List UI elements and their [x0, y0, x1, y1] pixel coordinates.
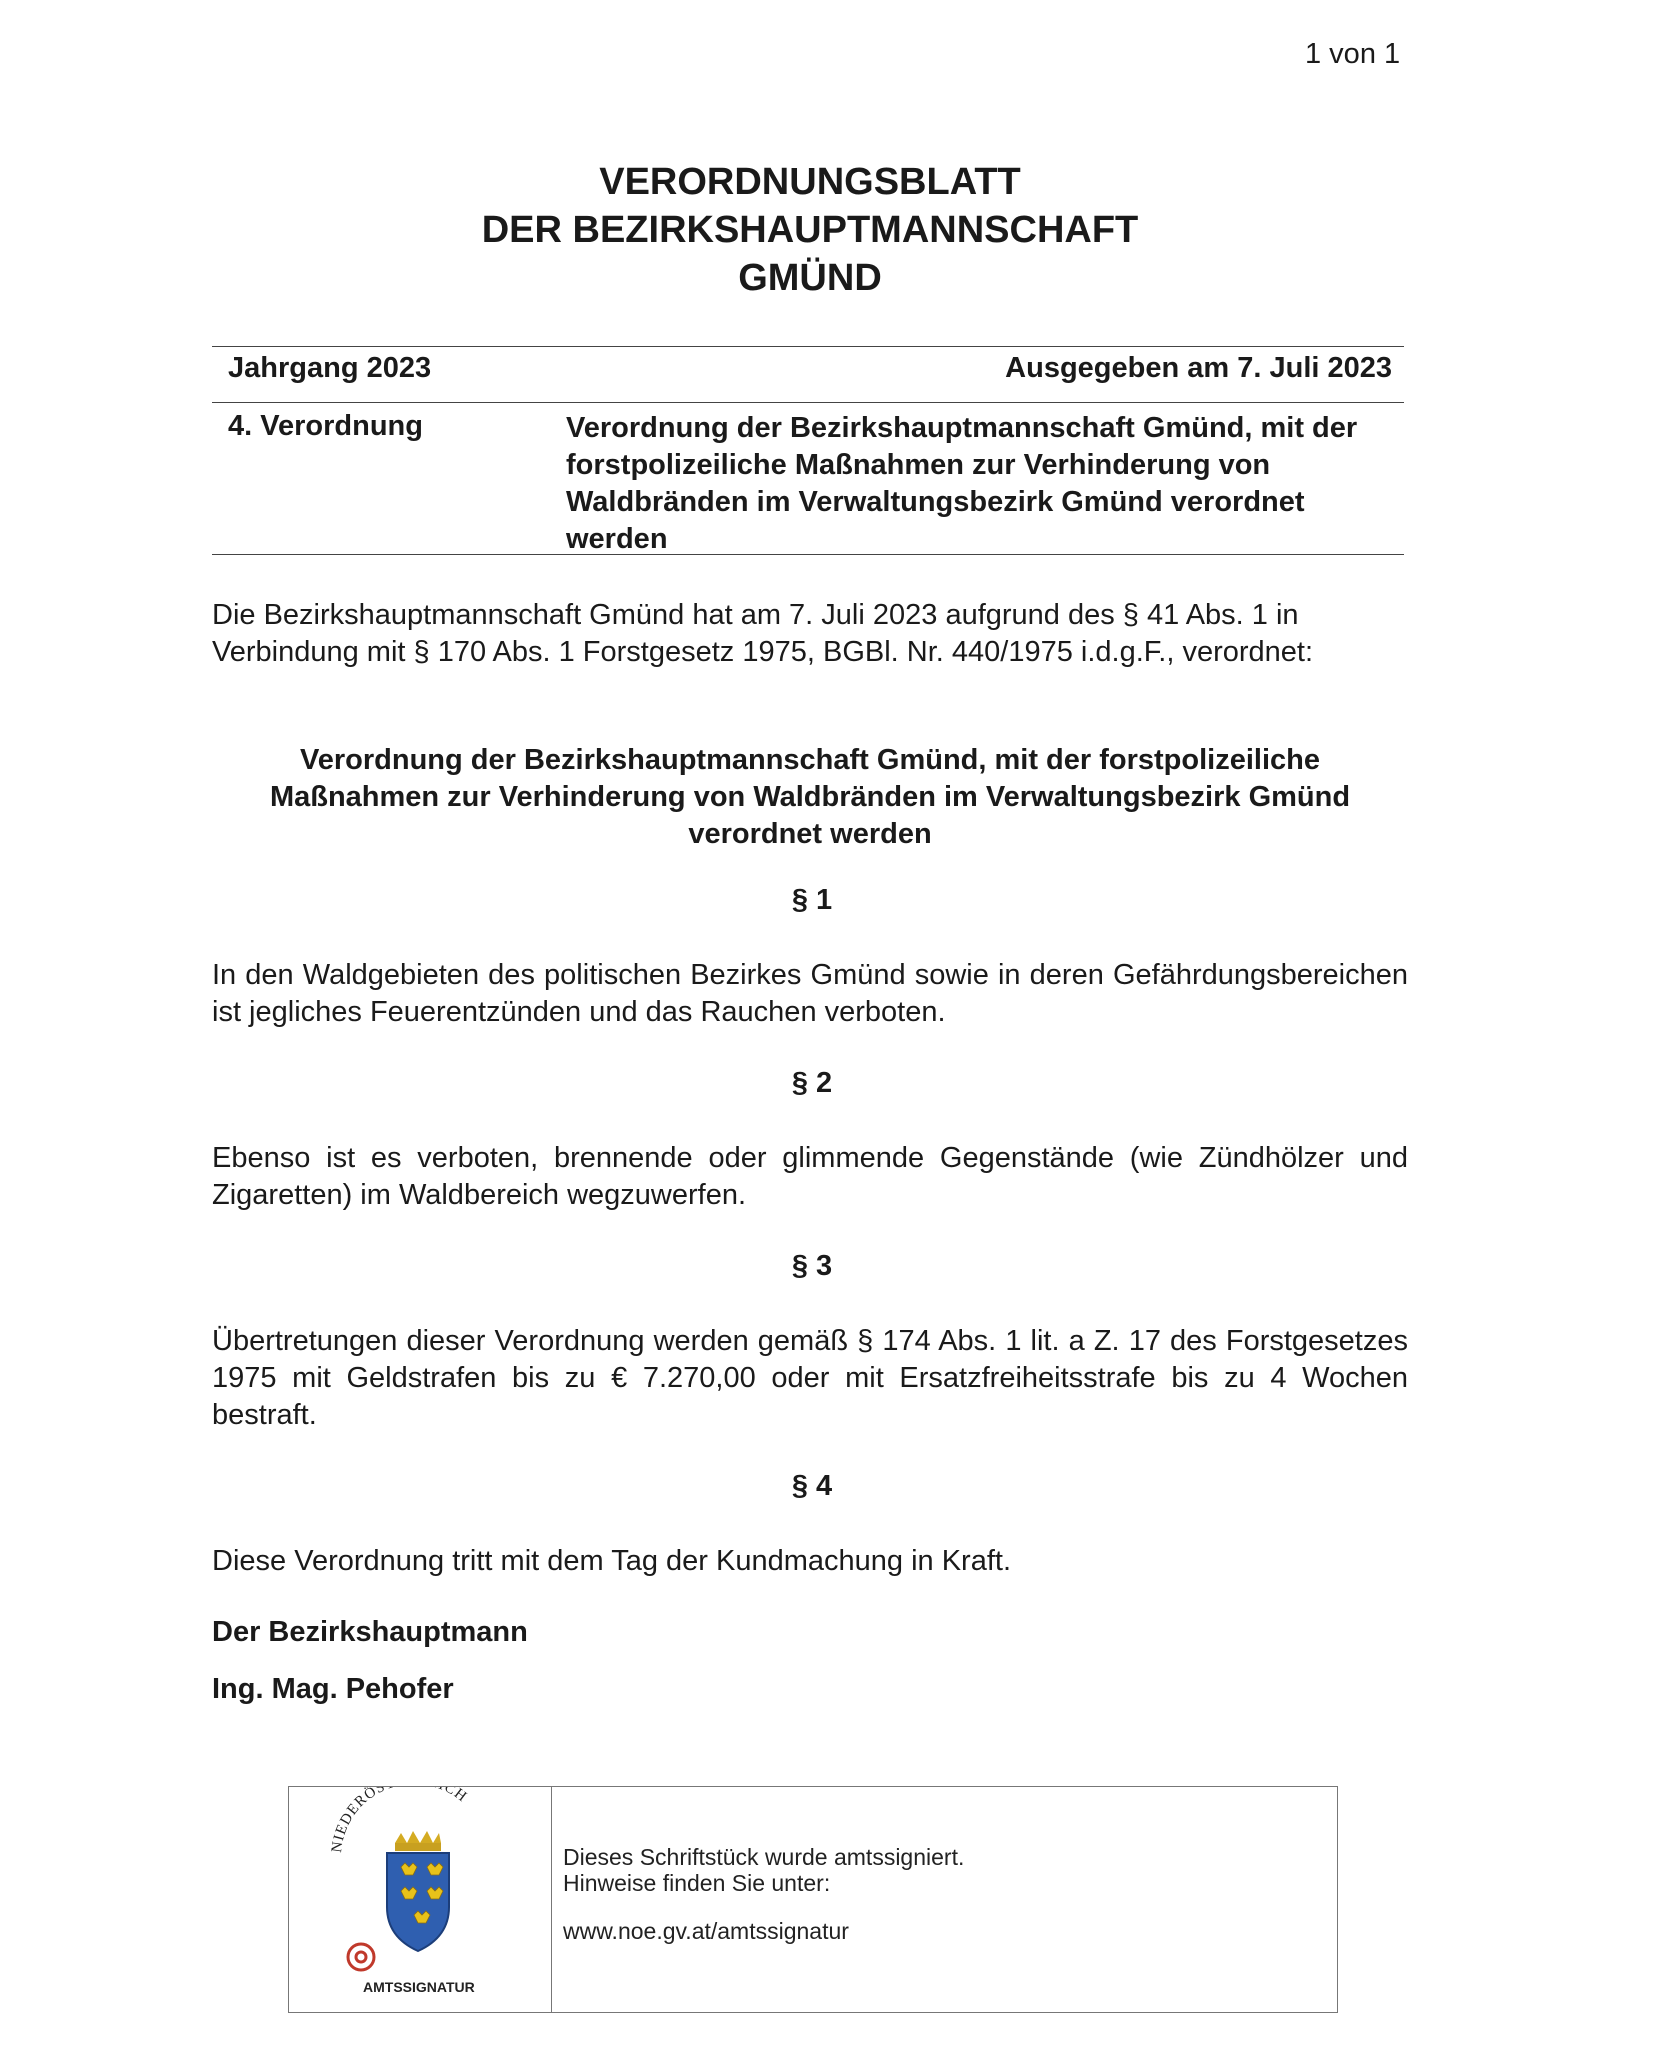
section-3-text: Übertretungen dieser Verordnung werden gemäß § 174 Abs. 1 lit. a Z. 17 des Forstgesetzes 1975 mit Geldstrafen bis zu € 7.270,00 oder mit Ersatzfreiheitsstrafe bis zu 4 Wochen bestraft. — [212, 1325, 1408, 1431]
coat-of-arms-icon — [289, 1787, 551, 2014]
seal-text-bottom: AMTSSIGNATUR — [363, 1979, 475, 1995]
signature-name: Ing. Mag. Pehofer — [212, 1673, 454, 1705]
intro-paragraph: Die Bezirkshauptmannschaft Gmünd hat am 7. Juli 2023 aufgrund des § 41 Abs. 1 in Verbindung mit § 170 Abs. 1 Forstgesetz 1975, BGBl. Nr. 440/1975 i.d.g.F., verordnet: — [212, 599, 1314, 668]
ordinance-title: Verordnung der Bezirkshauptmannschaft Gmünd, mit der forstpolizeiliche Maßnahmen zur Verhinderung von Waldbränden im Verwaltungsbezirk Gmünd verordnet werden — [566, 412, 1358, 555]
ordinance-heading: Verordnung der Bezirkshauptmannschaft Gmünd, mit der forstpolizeiliche Maßnahmen zur Verhinderung von Waldbränden im Verwaltungsbezirk Gmünd verordnet werden — [269, 744, 1351, 850]
section-1-text: In den Waldgebieten des politischen Bezirkes Gmünd sowie in deren Gefährdungsbereichen ist jegliches Feuerentzünden und das Rauchen verboten. — [212, 959, 1408, 1028]
section-2-text: Ebenso ist es verboten, brennende oder glimmende Gegenstände (wie Zündhölzer und Zigaretten) im Waldbereich wegzuwerfen. — [212, 1142, 1408, 1211]
amtssignatur-url[interactable]: www.noe.gv.at/amtssignatur — [563, 1918, 849, 1944]
amtssignatur-box — [288, 1786, 1338, 2013]
seal-text-top: NIEDERÖS CH — [328, 1787, 471, 1854]
amtssignatur-line-1: Dieses Schriftstück wurde amtssigniert. — [563, 1844, 965, 1870]
amtssignatur-divider — [551, 1787, 552, 2012]
section-1-label: § 1 — [791, 884, 833, 916]
signature-role: Der Bezirkshauptmann — [212, 1616, 528, 1648]
jahrgang-label: Jahrgang 2023 — [228, 352, 432, 384]
ordinance-number: 4. Verordnung — [228, 410, 423, 442]
title-line-3: GMÜND — [738, 257, 882, 299]
section-3-label: § 3 — [791, 1250, 833, 1282]
section-4-text: Diese Verordnung tritt mit dem Tag der Kundmachung in Kraft. — [212, 1545, 1012, 1577]
title-line-1: VERORDNUNGSBLATT — [599, 161, 1021, 203]
issue-date-label: Ausgegeben am 7. Juli 2023 — [1005, 352, 1392, 384]
rule-top — [212, 346, 1404, 347]
page-number: 1 von 1 — [1305, 38, 1401, 70]
amtssignatur-seal — [289, 1787, 551, 2012]
section-2-label: § 2 — [791, 1067, 833, 1099]
rule-middle — [212, 402, 1404, 403]
amtssignatur-line-2: Hinweise finden Sie unter: — [563, 1870, 831, 1896]
document-title — [0, 158, 1620, 302]
rule-bottom — [212, 554, 1404, 555]
title-line-2: DER BEZIRKSHAUPTMANNSCHAFT — [481, 209, 1139, 251]
section-4-label: § 4 — [791, 1470, 833, 1502]
